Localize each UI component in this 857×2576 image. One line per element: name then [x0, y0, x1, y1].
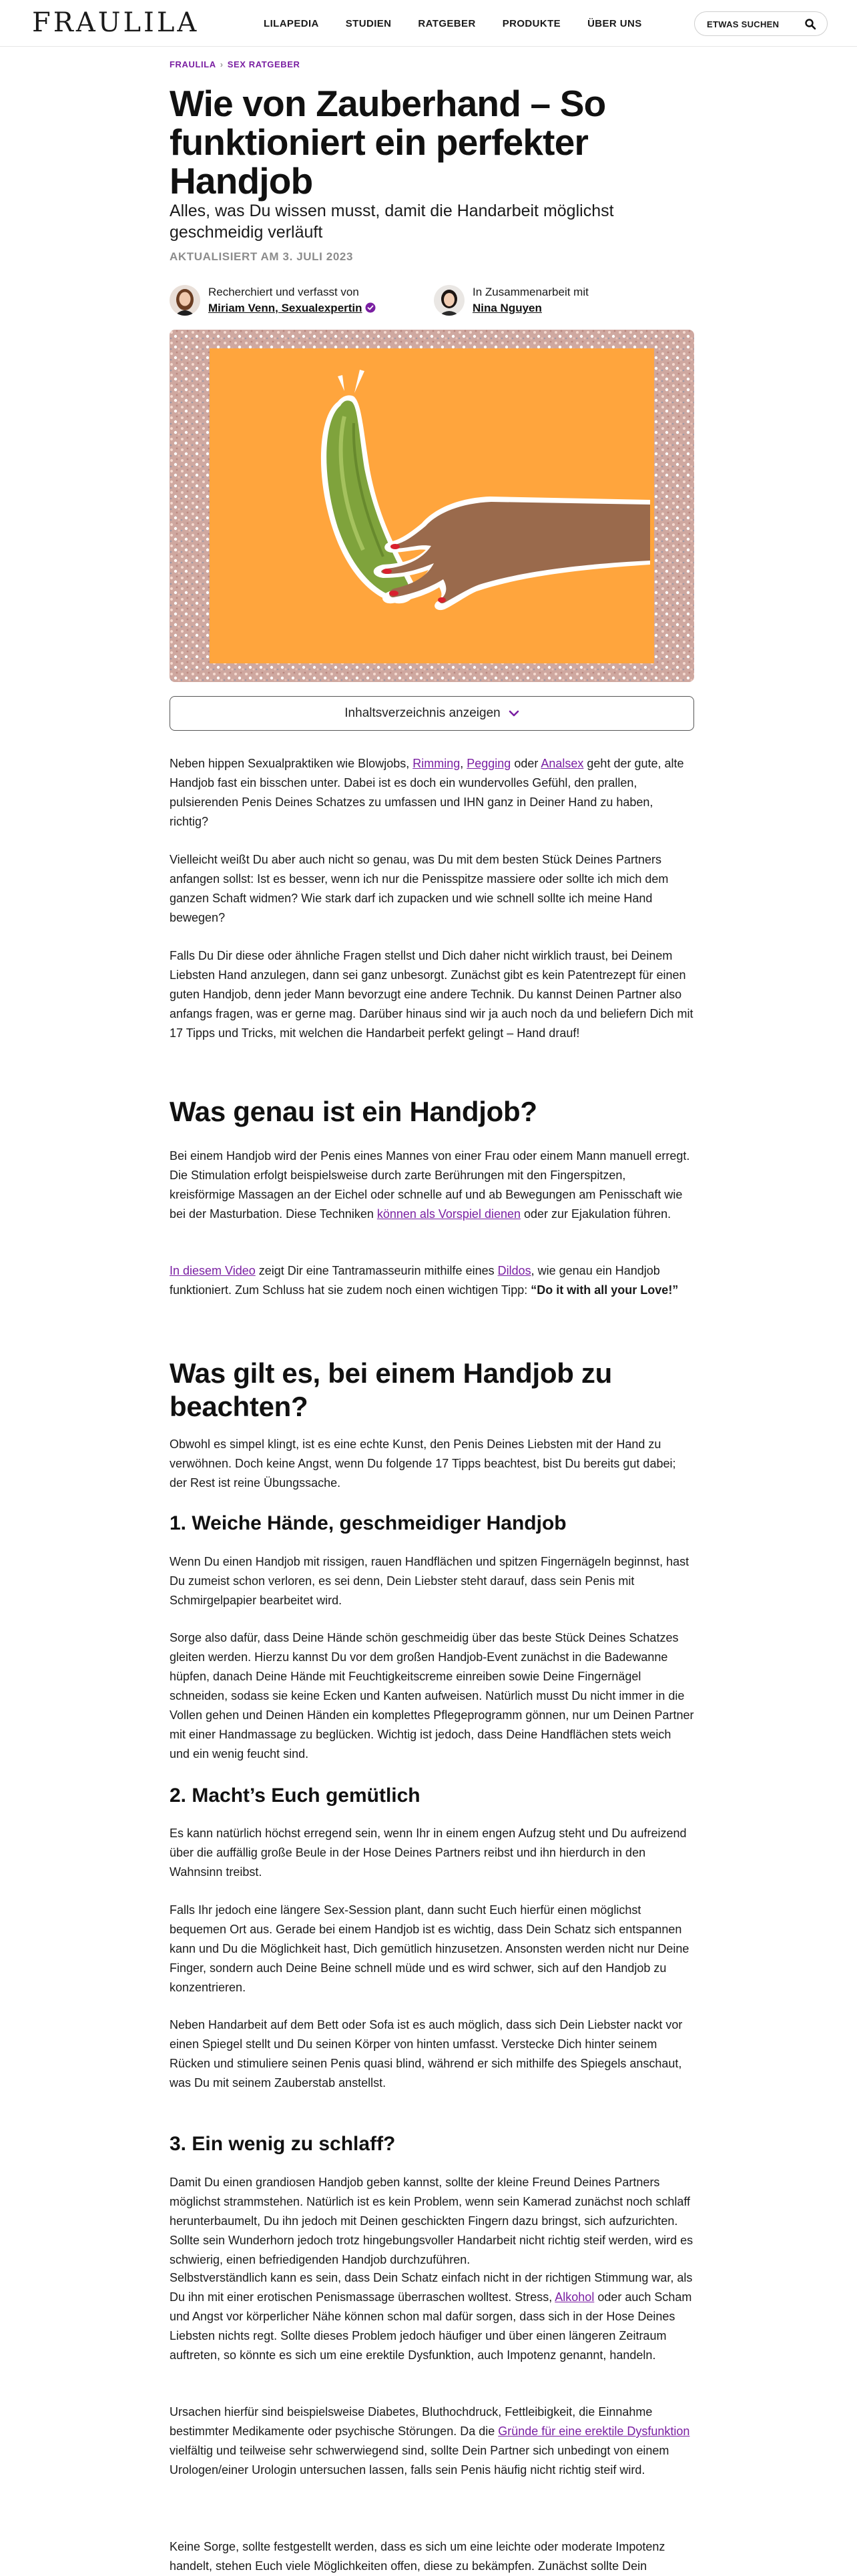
- paragraph-tip-3d: Keine Sorge, sollte festgestellt werden, dass es sich um eine leichte oder moderate Impotenz handelt, stehen Euch viele Möglichkeiten offen, diese zu bekämpfen. Zunächst sollte Dein: [170, 2540, 665, 2573]
- author-secondary-prefix: In Zusammenarbeit mit: [473, 286, 589, 298]
- paragraph-what-is: Bei einem Handjob wird der Penis eines Mannes von einer Frau oder einem Mann manuell erregt. Die Stimulation erfolgt beispielsweise durch zarte Berührungen mit den Fingerspitzen, kreisförmige Massagen an der Eichel oder schnelle auf und ab Bewegungen am Penisschaft wie bei der Masturbation. Diese Techniken können als Vorspiel dienen oder zur Ejakulation führen.: [170, 1149, 690, 1221]
- tip-heading-2: 2. Macht’s Euch gemütlich: [170, 1785, 420, 1807]
- paragraph-tip-2a: Es kann natürlich höchst erregend sein, wenn Ihr in einem engen Aufzug steht und Du aufreizend über die auffällig große Beule in der Hose Deines Partners reibst und ihn hierdurch in den Wahnsinn treibst.: [170, 1827, 687, 1879]
- chevron-down-icon: [509, 709, 519, 717]
- toc-toggle-button[interactable]: [170, 696, 694, 731]
- paragraph-tips-intro: Obwohl es simpel klingt, ist es eine echte Kunst, den Penis Deines Liebsten mit der Hand zu verwöhnen. Doch keine Angst, wenn Du folgende 17 Tipps beachtest, bist Du bereits gut dabei; der Rest ist reine Übungssache.: [170, 1437, 676, 1490]
- paragraph-tip-1a: Wenn Du einen Handjob mit rissigen, rauen Handflächen und spitzen Fingernägeln beginnst, hast Du zumeist schon verloren, es sei denn, Dein Liebster steht darauf, dass sein Penis mit Schmirgelpapier bearbeitet wird.: [170, 1555, 689, 1607]
- paragraph-tip-3b: Selbstverständlich kann es sein, dass Dein Schatz einfach nicht in der richtigen Stimmung war, als Du ihn mit einer erotischen Penismassage überraschen wolltest. Stress, Alkohol oder auch Scham und Angst vor körperlicher Nähe können schon mal dafür sorgen, dass sich in der Hose Deines Liebsten nichts regt. Sollte dieses Problem jedoch häufiger und über einen längeren Zeitraum auftreten, so könnte es sich um eine erektile Dysfunktion, auch Impotenz genannt, handeln.: [170, 2271, 693, 2362]
- breadcrumb: [170, 59, 694, 71]
- author-primary: [170, 282, 376, 318]
- author-secondary: [434, 282, 589, 318]
- updated-date: AKTUALISIERT AM 3. JULI 2023: [170, 250, 353, 263]
- author-primary-prefix: Recherchiert und verfasst von: [208, 286, 359, 298]
- article-subtitle: Alles, was Du wissen musst, damit die Handarbeit möglichst geschmeidig verläuft: [170, 202, 614, 242]
- section-heading-what-is: Was genau ist ein Handjob?: [170, 1096, 537, 1127]
- link-vorspiel[interactable]: können als Vorspiel dienen: [376, 1207, 521, 1221]
- paragraph-tip-2b: Falls Ihr jedoch eine längere Sex-Session plant, dann sucht Euch hierfür einen möglichst bequemen Ort aus. Gerade bei einem Handjob ist es wichtig, dass Dein Schatz sich entspannen kann und Du die Möglichkeit hast, Dich gemütlich hinzusetzen. Ansonsten werden nicht nur Deine Finger, sondern auch Deine Beine schnell müde und es wird schwer, sich auf den Handjob zu konzentrieren.: [170, 1903, 689, 1994]
- paragraph-intro-1: Neben hippen Sexualpraktiken wie Blowjobs, Rimming, Pegging oder Analsex geht der gute, alte Handjob fast ein bisschen unter. Dabei ist es doch ein wundervolles Gefühl, den prallen, pulsierenden Penis Deines Schatzes zu umfassen und IHN ganz in Deiner Hand zu haben, richtig?: [170, 757, 684, 828]
- breadcrumb-item-category[interactable]: SEX RATGEBER: [227, 59, 300, 69]
- site-logo[interactable]: FRAULILA: [32, 7, 200, 38]
- section-heading-tips: Was gilt es, bei einem Handjob zu beachten?: [170, 1357, 612, 1422]
- paragraph-tip-3a: Damit Du einen grandiosen Handjob geben kannst, sollte der kleine Freund Deines Partners möglichst strammstehen. Natürlich ist es kein Problem, wenn sein Kamerad zunächst noch schlaff herunterbaumelt, Du ihn jedoch mit Deinen geschickten Fingern dazu bringst, sich aufzurichten. Sollte sein Wunderhorn jedoch trotz hingebungsvoller Handarbeit nicht richtig steif werden, wird es schwierig, einen befriedigenden Handjob durchzuführen.: [170, 2176, 693, 2266]
- nav-item-studien[interactable]: STUDIEN: [345, 18, 392, 29]
- main-nav: [264, 17, 642, 31]
- paragraph-intro-3: Falls Du Dir diese oder ähnliche Fragen stellst und Dich daher nicht wirklich traust, bei Deinem Liebsten Hand anzulegen, dann sei ganz unbesorgt. Zunächst gibt es kein Patentrezept für einen guten Handjob, denn jeder Mann bevorzugt eine andere Technik. Du kannst Deinen Partner also anfangs fragen, was er gerne mag. Darüber hinaus sind wir ja auch noch da und beliefern Dich mit 17 Tipps und Tricks, mit welchen die Handarbeit perfekt gelingt – Hand drauf!: [170, 949, 693, 1040]
- nav-item-ueber-uns[interactable]: ÜBER UNS: [587, 18, 642, 29]
- search-input[interactable]: [707, 17, 800, 31]
- nav-item-produkte[interactable]: PRODUKTE: [502, 18, 561, 29]
- paragraph-tip-2c: Neben Handarbeit auf dem Bett oder Sofa ist es auch möglich, dass sich Dein Liebster nackt vor einen Spiegel stellt und Du seinen Körper von hinten umfasst. Verstecke Dich hinter seinem Rücken und stimuliere seinen Penis quasi blind, während er sich mithilfe des Spiegels anschaut, was Du mit seinem Zauberstab anstellst.: [170, 2018, 683, 2089]
- paragraph-video: In diesem Video zeigt Dir eine Tantramasseurin mithilfe eines Dildos, wie genau ein Handjob funktioniert. Zum Schluss hat sie zudem noch einen wichtigen Tipp: “Do it with all your Love!”: [170, 1264, 679, 1297]
- paragraph-tip-3c: Ursachen hierfür sind beispielsweise Diabetes, Bluthochdruck, Fettleibigkeit, die Einnahme bestimmter Medikamente oder psychische Störungen. Da die Gründe für eine erektile Dysfunktion vielfältig und teilweise sehr schwerwiegend sind, sollte Dein Partner sich unbedingt von einem Urologen/einer Urologin untersuchen lassen, falls sein Penis häufig nicht richtig steif wird.: [170, 2405, 690, 2477]
- nav-item-ratgeber[interactable]: RATGEBER: [418, 18, 476, 29]
- author-avatar-nina[interactable]: [434, 285, 465, 316]
- link-erektile-dysfunktion[interactable]: Gründe für eine erektile Dysfunktion: [498, 2425, 690, 2438]
- link-video[interactable]: In diesem Video: [170, 1264, 256, 1277]
- paragraph-intro-2: Vielleicht weißt Du aber auch nicht so genau, was Du mit dem besten Stück Deines Partners anfangen sollst: Ist es besser, wenn ich nur die Penisspitze massiere oder sollte ich mich dem ganzen Schaft widmen? Wie stark darf ich zupacken und wie schnell sollte ich meine Hand bewegen?: [170, 853, 669, 924]
- article-title: Wie von Zauberhand – So funktioniert ein perfekter Handjob: [170, 83, 606, 202]
- author-primary-name[interactable]: Miriam Venn, Sexualexpertin: [208, 302, 362, 314]
- link-analsex[interactable]: Analsex: [541, 757, 584, 770]
- tip-heading-1: 1. Weiche Hände, geschmeidiger Handjob: [170, 1512, 567, 1534]
- search-box[interactable]: [694, 11, 828, 36]
- hero-image: [170, 330, 694, 682]
- link-rimming[interactable]: Rimming: [412, 757, 461, 770]
- nav-item-lilapedia[interactable]: LILAPEDIA: [264, 18, 319, 29]
- link-dildos[interactable]: Dildos: [497, 1264, 531, 1277]
- paragraph-tip-1b: Sorge also dafür, dass Deine Hände schön geschmeidig über das beste Stück Deines Schatzes gleiten werden. Hierzu kannst Du vor dem großen Handjob-Event zunächst in die Badewanne hüpfen, danach Deine Hände mit Feuchtigkeitscreme einreiben sowie Deine Fingernägel schneiden, sodass sie keine Ecken und Kanten aufweisen. Natürlich musst Du nicht immer in die Vollen gehen und Deinen Händen ein komplettes Pflegeprogramm gönnen, nur um Deinen Partner mit einer Handmassage zu beglücken. Wichtig ist jedoch, dass Deine Handflächen stets weich und ein wenig feucht sind.: [170, 1631, 694, 1760]
- verified-badge-icon: [365, 302, 376, 313]
- author-avatar-miriam[interactable]: [170, 285, 200, 316]
- tip-heading-3: 3. Ein wenig zu schlaff?: [170, 2133, 396, 2155]
- breadcrumb-separator: ›: [220, 59, 224, 69]
- search-icon[interactable]: [804, 18, 816, 30]
- toc-toggle-label: Inhaltsverzeichnis anzeigen: [344, 706, 501, 720]
- link-alkohol[interactable]: Alkohol: [555, 2290, 595, 2304]
- site-header: [0, 0, 857, 47]
- link-pegging[interactable]: Pegging: [467, 757, 511, 770]
- breadcrumb-item-home[interactable]: FRAULILA: [170, 59, 216, 69]
- author-secondary-name[interactable]: Nina Nguyen: [473, 302, 542, 314]
